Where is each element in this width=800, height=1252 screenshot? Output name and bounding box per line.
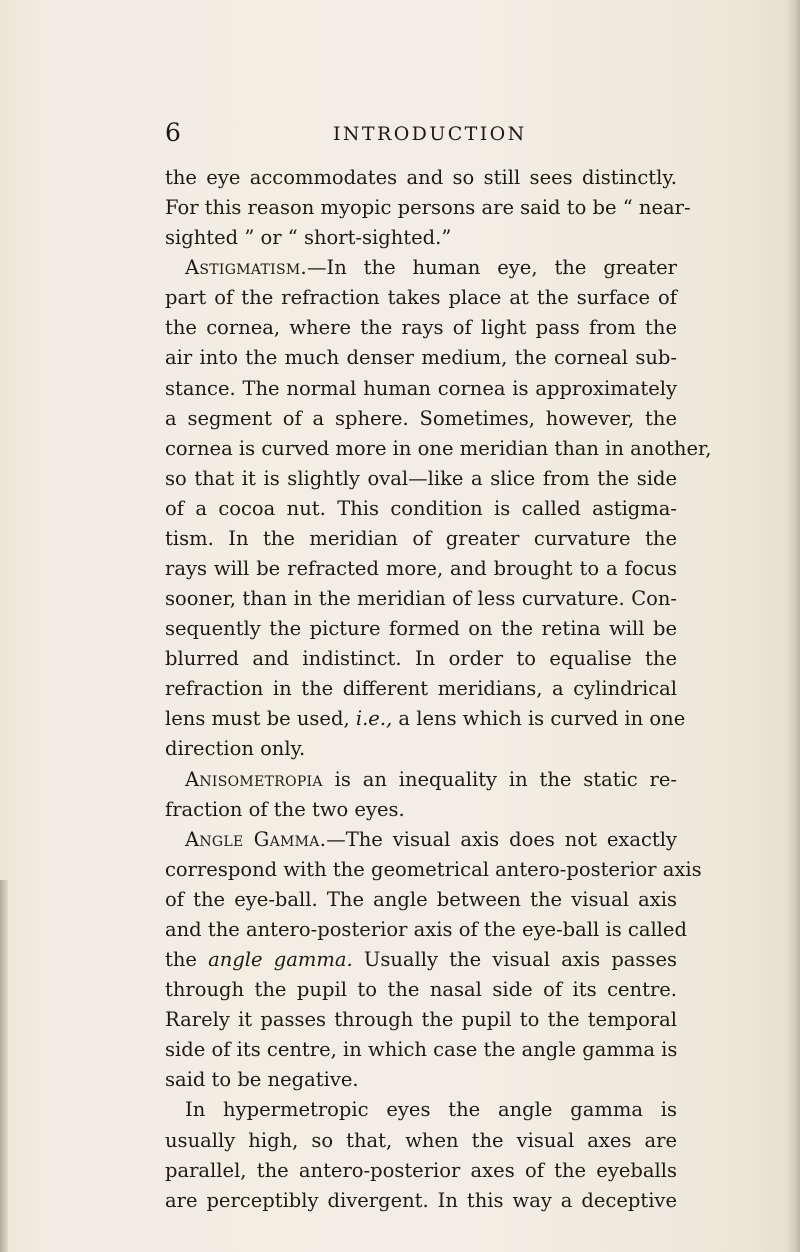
text-segment: of a cocoa nut. This condition is called astigma- xyxy=(165,496,677,520)
section-term: Astigmatism. xyxy=(185,256,307,280)
text-line xyxy=(165,1095,677,1125)
text-line xyxy=(165,795,677,825)
text-segment: part of the refraction takes place at the surface of xyxy=(165,286,677,310)
text-segment: stance. The normal human cornea is approximately xyxy=(165,376,677,400)
text-line xyxy=(165,343,677,373)
text-segment: parallel, the antero-posterior axes of the eyeballs xyxy=(165,1158,677,1182)
text-line xyxy=(165,283,677,313)
text-segment: fraction of the two eyes. xyxy=(165,797,405,821)
text-line xyxy=(165,674,677,704)
text-segment: —The visual axis does not exactly xyxy=(326,827,677,851)
text-segment: and the antero-posterior axis of the eye-ball is called xyxy=(165,917,687,941)
text-segment: tism. In the meridian of greater curvature the xyxy=(165,526,677,550)
text-segment: is an inequality in the static re- xyxy=(322,767,677,791)
text-line xyxy=(165,434,712,464)
text-line xyxy=(165,704,686,734)
text-segment: lens must be used, xyxy=(165,707,356,731)
text-line xyxy=(165,464,677,494)
section-term: Angle Gamma. xyxy=(185,827,327,851)
text-segment: sooner, than in the meridian of less curvature. Con- xyxy=(165,587,677,611)
text-segment: side of its centre, in which case the angle gamma is xyxy=(165,1038,678,1062)
page-edge-shadow xyxy=(786,0,800,1252)
text-segment: cornea is curved more in one meridian than in another, xyxy=(165,436,712,460)
body-text xyxy=(165,163,712,1216)
text-line xyxy=(165,915,687,945)
text-line xyxy=(165,1156,677,1186)
text-segment: For this reason myopic persons are said to be “ near- xyxy=(165,196,691,220)
text-line xyxy=(165,945,677,975)
text-line xyxy=(165,614,677,644)
text-segment: In hypermetropic eyes the angle gamma is xyxy=(185,1098,677,1122)
text-segment: a segment of a sphere. Sometimes, however, the xyxy=(165,406,677,430)
text-line xyxy=(165,374,677,404)
text-line xyxy=(165,855,702,885)
text-line xyxy=(165,554,677,584)
italic-term: i.e., xyxy=(355,707,393,731)
page-number: 6 xyxy=(165,118,181,147)
text-line xyxy=(165,404,677,434)
text-line xyxy=(165,163,677,193)
text-line xyxy=(165,223,677,253)
text-segment: said to be negative. xyxy=(165,1068,359,1092)
text-segment: a lens which is curved in one xyxy=(392,707,686,731)
text-segment: sighted ” or “ short-sighted.” xyxy=(165,226,452,250)
text-line xyxy=(165,313,677,343)
text-segment: direction only. xyxy=(165,737,306,761)
binding-shadow xyxy=(0,880,8,1252)
text-line xyxy=(165,1035,677,1065)
text-line xyxy=(165,253,677,283)
text-line xyxy=(165,825,677,855)
text-segment: Rarely it passes through the pupil to the temporal xyxy=(165,1008,677,1032)
text-segment: sequently the picture formed on the retina will be xyxy=(165,617,677,641)
text-line xyxy=(165,644,677,674)
text-line xyxy=(165,193,691,223)
text-segment: air into the much denser medium, the corneal sub- xyxy=(165,346,677,370)
text-segment: refraction in the different meridians, a cylindrical xyxy=(165,677,677,701)
text-segment: the xyxy=(165,948,209,972)
italic-term: angle gamma. xyxy=(208,948,353,972)
text-line xyxy=(165,1126,677,1156)
text-segment: the cornea, where the rays of light pass from the xyxy=(165,316,677,340)
text-segment: through the pupil to the nasal side of its centre. xyxy=(165,978,677,1002)
text-line xyxy=(165,765,677,795)
text-line xyxy=(165,1186,677,1216)
running-head: INTRODUCTION xyxy=(333,123,527,145)
page-header xyxy=(165,118,677,150)
text-segment: the eye accommodates and so still sees distinctly. xyxy=(165,166,677,189)
text-segment: blurred and indistinct. In order to equalise the xyxy=(165,647,677,671)
text-segment: so that it is slightly oval—like a slice from the side xyxy=(165,466,677,490)
text-line xyxy=(165,975,677,1005)
text-line xyxy=(165,1005,677,1035)
text-segment: of the eye-ball. The angle between the visual axis xyxy=(165,887,677,911)
text-segment: —In the human eye, the greater xyxy=(307,256,677,280)
text-line xyxy=(165,1065,677,1095)
section-term: Anisometropia xyxy=(185,767,323,791)
text-segment: Usually the visual axis passes xyxy=(352,948,677,972)
text-segment: correspond with the geometrical antero-posterior axis xyxy=(165,857,702,881)
text-line xyxy=(165,885,677,915)
text-segment: usually high, so that, when the visual axes are xyxy=(165,1128,677,1152)
text-line xyxy=(165,494,677,524)
text-line xyxy=(165,524,677,554)
text-line xyxy=(165,584,677,614)
text-segment: are perceptibly divergent. In this way a deceptive xyxy=(165,1188,677,1212)
text-line xyxy=(165,734,677,764)
text-segment: rays will be refracted more, and brought to a focus xyxy=(165,557,677,581)
